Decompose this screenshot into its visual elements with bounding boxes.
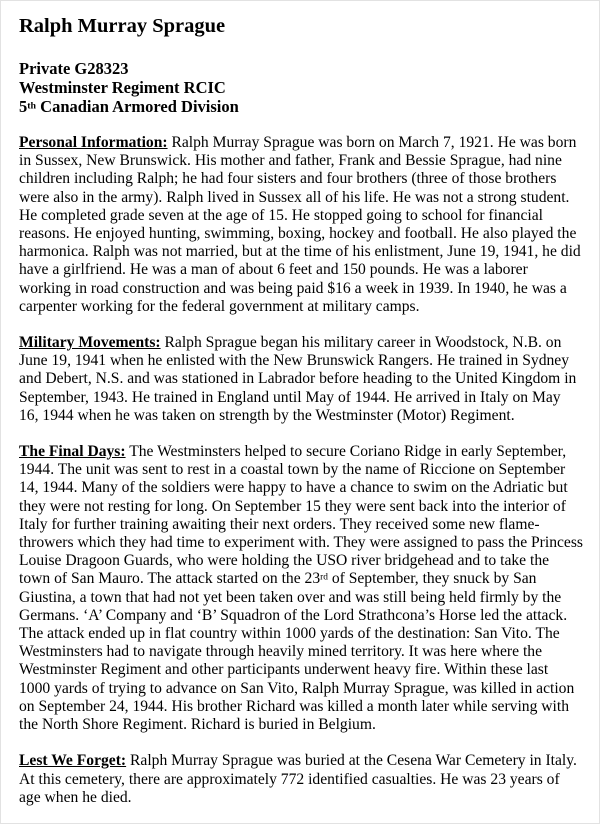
division-number: 5	[19, 97, 28, 116]
section-heading-the-final-days: The Final Days:	[19, 443, 126, 461]
service-details	[19, 59, 583, 116]
service-rank-number: Private G28323	[19, 59, 129, 78]
service-division	[19, 97, 583, 116]
section-body-the-final-days-end: of September, they snuck by San Giustina, a town that had not yet been taken over and was still being held firmly by the Germans. ‘A’ Company and ‘B’ Squadron of the Lord Strathcona’s Horse led the attack. The attack ended up in flat country within 1000 yards of the destination: San Vito. The Westminsters had to navigate through heavily mined territory. It was here where the Westminster Regiment and other participants underwent heavy fire. Within these last 1000 yards of trying to advance on San Vito, Ralph Murray Sprague, was killed in action on September 24, 1944. His brother Richard was killed a month later while serving with the North Shore Regiment. Richard is buried in Belgium.	[19, 570, 575, 734]
section-body-personal-information: Ralph Murray Sprague was born on March 7, 1921. He was born in Sussex, New Brunswick. His mother and father, Frank and Bessie Sprague, had nine children including Ralph; he had four sisters and four brothers (three of those brothers were also in the army). Ralph lived in Sussex all of his life. He was not a strong student. He completed grade seven at the age of 15. He stopped going to school for financial reasons. He enjoyed hunting, swimming, boxing, hockey and football. He also played the harmonica. Ralph was not married, but at the time of his enlistment, June 19, 1941, he did have a girlfriend. He was a man of about 6 feet and 150 pounds. He was a laborer working in road construction and was being paid $16 a week in 1939. In 1940, he was a carpenter working for the federal government at military camps.	[19, 134, 581, 315]
section-heading-personal-information: Personal Information:	[19, 134, 168, 151]
section-body-lest-we-forget: Ralph Murray Sprague was buried at the Cesena War Cemetery in Italy. At this cemetery, there are approximately 772 identified casualties. He was 23 years of age when he died.	[19, 752, 577, 806]
section-military-movements	[19, 334, 583, 425]
section-body-military-movements: Ralph Sprague began his military career in Woodstock, N.B. on June 19, 1941 when he enlisted with the New Brunswick Rangers. He trained in Sydney and Debert, N.S. and was stationed in Labrador before heading to the United Kingdom in September, 1943. He trained in England until May of 1944. He arrived in Italy on May 16, 1944 when he was taken on strength by the Westminster (Motor) Regiment.	[19, 334, 577, 424]
section-heading-military-movements: Military Movements:	[19, 334, 161, 352]
division-name: Canadian Armored Division	[36, 97, 239, 116]
document-title: Ralph Murray Sprague	[19, 15, 226, 37]
section-body-the-final-days-start: The Westminsters helped to secure Coriano Ridge in early September, 1944. The unit was sent to rest in a coastal town by the name of Riccione on September 14, 1944. Many of the soldiers were happy to have a chance to swim on the Adriatic but they were not resting for long. On September 15 they were sent back into the interior of Italy for further training awaiting their next orders. They received some new flame-throwers which they had time to experiment with. They were assigned to pass the Princess Louise Dragoon Guards, who were holding the USO river bridgehead and to take the town of San Mauro. The attack started on the 23	[19, 443, 583, 588]
section-heading-lest-we-forget: Lest We Forget:	[19, 752, 127, 770]
service-regiment: Westminster Regiment RCIC	[19, 78, 226, 97]
ordinal-superscript: th	[27, 100, 37, 112]
section-personal-information	[19, 134, 583, 316]
ordinal-superscript: rd	[320, 573, 328, 584]
section-lest-we-forget	[19, 752, 583, 807]
section-the-final-days	[19, 443, 583, 734]
